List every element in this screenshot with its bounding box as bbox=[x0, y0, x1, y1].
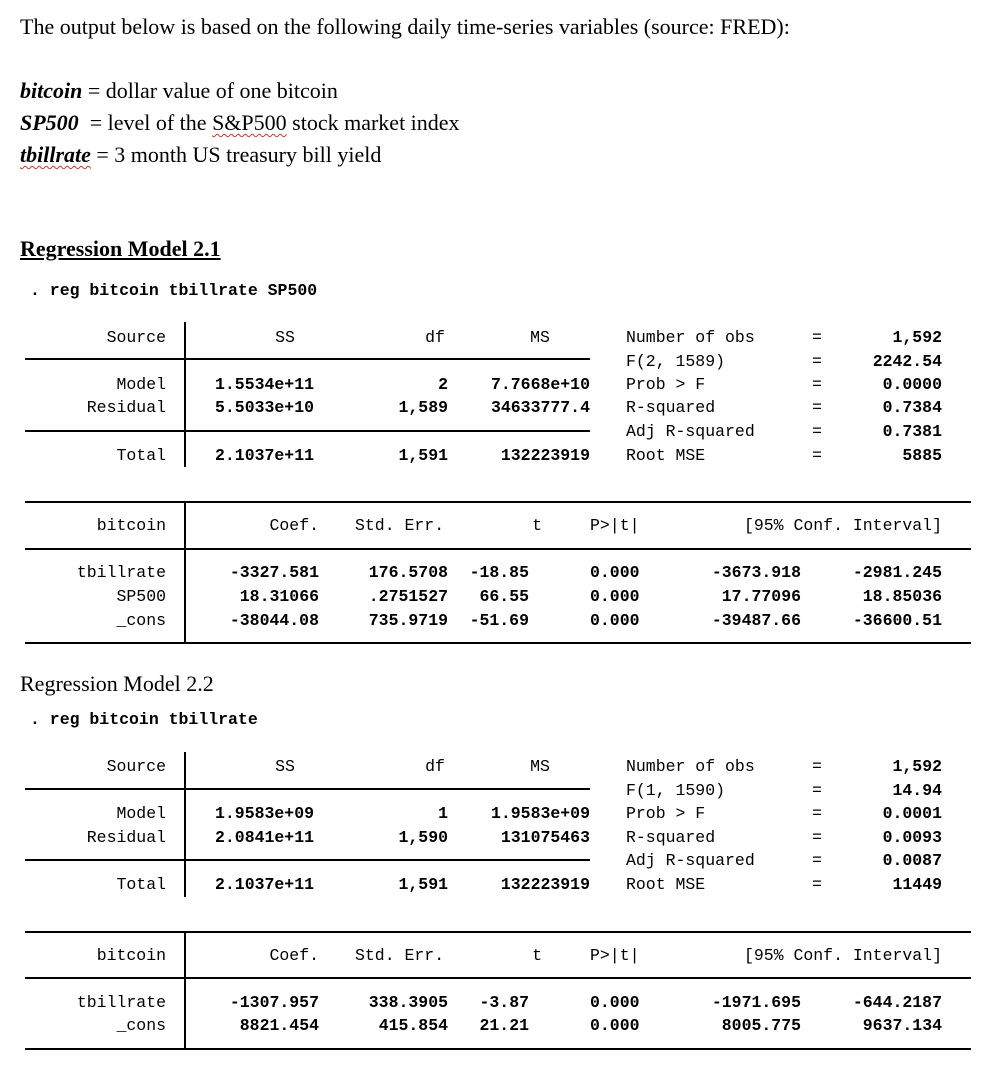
coef-row-p: 0.000 bbox=[590, 611, 640, 630]
var-desc-tbillrate: = 3 month US treasury bill yield bbox=[90, 142, 382, 167]
coef-row-var: tbillrate bbox=[76, 563, 166, 582]
coef-bottom-rule bbox=[25, 642, 971, 644]
coef-bottom-rule bbox=[25, 1048, 971, 1050]
var-desc-bitcoin: = dollar value of one bitcoin bbox=[82, 78, 338, 103]
coef-header-var: bitcoin bbox=[96, 516, 166, 535]
coef-row-coef: 8821.454 bbox=[239, 1016, 319, 1035]
coef-row-ci-low: 17.77096 bbox=[721, 587, 801, 606]
stat-eq: = bbox=[812, 352, 822, 371]
stat-value: 0.7384 bbox=[882, 398, 942, 417]
stat-eq: = bbox=[812, 328, 822, 347]
coef-header-coef: Coef. bbox=[269, 946, 319, 965]
var-def-bitcoin bbox=[20, 78, 338, 104]
stat-label: F(2, 1589) bbox=[626, 352, 726, 371]
intro-line: The output below is based on the following daily time-series variables (source: FRED): bbox=[20, 14, 790, 39]
stat-value: 0.7381 bbox=[882, 422, 942, 441]
coef-row-coef: -3327.581 bbox=[229, 563, 319, 582]
anova-header-ss: SS bbox=[275, 757, 295, 776]
anova-row-df: 1,591 bbox=[398, 875, 448, 894]
coef-row-se: 338.3905 bbox=[368, 993, 448, 1012]
anova-header-ms: MS bbox=[530, 757, 550, 776]
coef-row-ci-high: -644.2187 bbox=[852, 993, 942, 1012]
anova-row-df: 1,591 bbox=[398, 446, 448, 465]
var-def-tbillrate bbox=[20, 142, 381, 168]
stat-value: 1,592 bbox=[892, 328, 942, 347]
anova-header-df: df bbox=[425, 328, 445, 347]
anova-header-ss: SS bbox=[275, 328, 295, 347]
anova-total-rule bbox=[25, 859, 590, 861]
stat-label: Number of obs bbox=[626, 757, 755, 776]
stat-eq: = bbox=[812, 375, 822, 394]
model2-title: Regression Model 2.2 bbox=[20, 671, 214, 696]
coef-row-ci-low: 8005.775 bbox=[721, 1016, 801, 1035]
anova-row-ms: 131075463 bbox=[500, 828, 590, 847]
stat-eq: = bbox=[812, 781, 822, 800]
anova-row-source: Residual bbox=[86, 398, 166, 417]
stat-value: 14.94 bbox=[892, 781, 942, 800]
anova-divider bbox=[184, 752, 186, 897]
coef-row-coef: 18.31066 bbox=[239, 587, 319, 606]
stat-eq: = bbox=[812, 398, 822, 417]
coef-row-ci-low: -3673.918 bbox=[711, 563, 801, 582]
stat-value: 0.0093 bbox=[882, 828, 942, 847]
coef-row-var: _cons bbox=[116, 611, 166, 630]
anova-row-ms: 34633777.4 bbox=[490, 398, 590, 417]
coef-top-rule bbox=[25, 931, 971, 933]
var-def-sp500 bbox=[20, 110, 460, 136]
stat-label: R-squared bbox=[626, 828, 716, 847]
coef-row-t: -3.87 bbox=[479, 993, 529, 1012]
coef-row-ci-high: 9637.134 bbox=[862, 1016, 942, 1035]
coef-row-var: SP500 bbox=[116, 587, 166, 606]
coef-divider bbox=[184, 501, 186, 643]
var-desc-sp500-tail: stock market index bbox=[286, 110, 460, 135]
anova-header-ms: MS bbox=[530, 328, 550, 347]
coef-row-p: 0.000 bbox=[590, 1016, 640, 1035]
stat-eq: = bbox=[812, 851, 822, 870]
anova-row-df: 1,590 bbox=[398, 828, 448, 847]
coef-header-ci: [95% Conf. Interval] bbox=[743, 516, 942, 535]
anova-row-df: 2 bbox=[438, 375, 448, 394]
coef-header-t: t bbox=[532, 946, 542, 965]
coef-header-coef: Coef. bbox=[269, 516, 319, 535]
anova-row-ss: 2.1037e+11 bbox=[215, 875, 315, 894]
coef-header-ci: [95% Conf. Interval] bbox=[743, 946, 942, 965]
model2-command: . reg bitcoin tbillrate bbox=[30, 710, 258, 729]
coef-header-rule bbox=[25, 977, 971, 979]
coef-row-se: 415.854 bbox=[378, 1016, 448, 1035]
stat-value: 1,592 bbox=[892, 757, 942, 776]
model1-title: Regression Model 2.1 bbox=[20, 236, 221, 261]
coef-row-se: 735.9719 bbox=[368, 611, 448, 630]
coef-row-p: 0.000 bbox=[590, 563, 640, 582]
coef-row-ci-low: -39487.66 bbox=[711, 611, 801, 630]
coef-header-se: Std. Err. bbox=[355, 516, 445, 535]
anova-row-ms: 132223919 bbox=[500, 446, 590, 465]
coef-row-t: 66.55 bbox=[479, 587, 529, 606]
anova-row-source: Total bbox=[116, 875, 166, 894]
stat-value: 0.0001 bbox=[882, 804, 942, 823]
stat-eq: = bbox=[812, 804, 822, 823]
coef-row-p: 0.000 bbox=[590, 993, 640, 1012]
stat-eq: = bbox=[812, 875, 822, 894]
stat-eq: = bbox=[812, 446, 822, 465]
coef-row-t: -18.85 bbox=[469, 563, 529, 582]
coef-row-coef: -1307.957 bbox=[229, 993, 319, 1012]
stat-value: 2242.54 bbox=[872, 352, 942, 371]
anova-row-ss: 5.5033e+10 bbox=[215, 398, 315, 417]
stat-label: Root MSE bbox=[626, 446, 706, 465]
anova-row-source: Total bbox=[116, 446, 166, 465]
coef-header-p: P>|t| bbox=[590, 946, 640, 965]
anova-divider bbox=[184, 322, 186, 467]
anova-row-ss: 2.0841e+11 bbox=[215, 828, 315, 847]
stat-value: 0.0087 bbox=[882, 851, 942, 870]
anova-row-source: Model bbox=[116, 375, 166, 394]
stat-label: R-squared bbox=[626, 398, 716, 417]
stat-label: Adj R-squared bbox=[626, 422, 755, 441]
anova-row-ms: 132223919 bbox=[500, 875, 590, 894]
coef-row-ci-high: -2981.245 bbox=[852, 563, 942, 582]
coef-row-t: -51.69 bbox=[469, 611, 529, 630]
coef-row-t: 21.21 bbox=[479, 1016, 529, 1035]
anova-header-rule bbox=[25, 358, 590, 360]
var-name-sp500: SP500 bbox=[20, 110, 79, 135]
anova-header-df: df bbox=[425, 757, 445, 776]
stat-label: Adj R-squared bbox=[626, 851, 755, 870]
var-name-tbillrate: tbillrate bbox=[20, 142, 91, 167]
coef-row-ci-high: -36600.51 bbox=[852, 611, 942, 630]
coef-divider bbox=[184, 931, 186, 1049]
stat-eq: = bbox=[812, 422, 822, 441]
anova-row-source: Model bbox=[116, 804, 166, 823]
coef-top-rule bbox=[25, 501, 971, 503]
anova-row-ss: 1.9583e+09 bbox=[215, 804, 315, 823]
anova-header-rule bbox=[25, 788, 590, 790]
stat-eq: = bbox=[812, 828, 822, 847]
coef-header-se: Std. Err. bbox=[355, 946, 445, 965]
coef-header-var: bitcoin bbox=[96, 946, 166, 965]
anova-row-ss: 1.5534e+11 bbox=[215, 375, 315, 394]
anova-row-df: 1 bbox=[438, 804, 448, 823]
coef-row-var: tbillrate bbox=[76, 993, 166, 1012]
anova-row-ms: 7.7668e+10 bbox=[490, 375, 590, 394]
stat-value: 11449 bbox=[892, 875, 942, 894]
var-desc-sp500-term: S&P500 bbox=[212, 110, 287, 135]
stat-eq: = bbox=[812, 757, 822, 776]
coef-header-rule bbox=[25, 548, 971, 550]
stat-value: 0.0000 bbox=[882, 375, 942, 394]
stat-label: Prob > F bbox=[626, 804, 706, 823]
anova-header-source: Source bbox=[106, 757, 166, 776]
anova-row-ms: 1.9583e+09 bbox=[490, 804, 590, 823]
stat-label: Number of obs bbox=[626, 328, 755, 347]
coef-row-ci-high: 18.85036 bbox=[862, 587, 942, 606]
var-name-bitcoin: bitcoin bbox=[20, 78, 83, 103]
anova-row-source: Residual bbox=[86, 828, 166, 847]
coef-header-p: P>|t| bbox=[590, 516, 640, 535]
coef-row-p: 0.000 bbox=[590, 587, 640, 606]
coef-row-se: .2751527 bbox=[368, 587, 448, 606]
anova-row-df: 1,589 bbox=[398, 398, 448, 417]
stat-label: Root MSE bbox=[626, 875, 706, 894]
var-desc-sp500: = level of the bbox=[78, 110, 213, 135]
stat-label: Prob > F bbox=[626, 375, 706, 394]
anova-header-source: Source bbox=[106, 328, 166, 347]
stat-label: F(1, 1590) bbox=[626, 781, 726, 800]
anova-total-rule bbox=[25, 430, 590, 432]
anova-row-ss: 2.1037e+11 bbox=[215, 446, 315, 465]
coef-row-coef: -38044.08 bbox=[229, 611, 319, 630]
coef-row-ci-low: -1971.695 bbox=[711, 993, 801, 1012]
coef-row-se: 176.5708 bbox=[368, 563, 448, 582]
model1-command: . reg bitcoin tbillrate SP500 bbox=[30, 281, 318, 300]
coef-header-t: t bbox=[532, 516, 542, 535]
stat-value: 5885 bbox=[902, 446, 942, 465]
coef-row-var: _cons bbox=[116, 1016, 166, 1035]
